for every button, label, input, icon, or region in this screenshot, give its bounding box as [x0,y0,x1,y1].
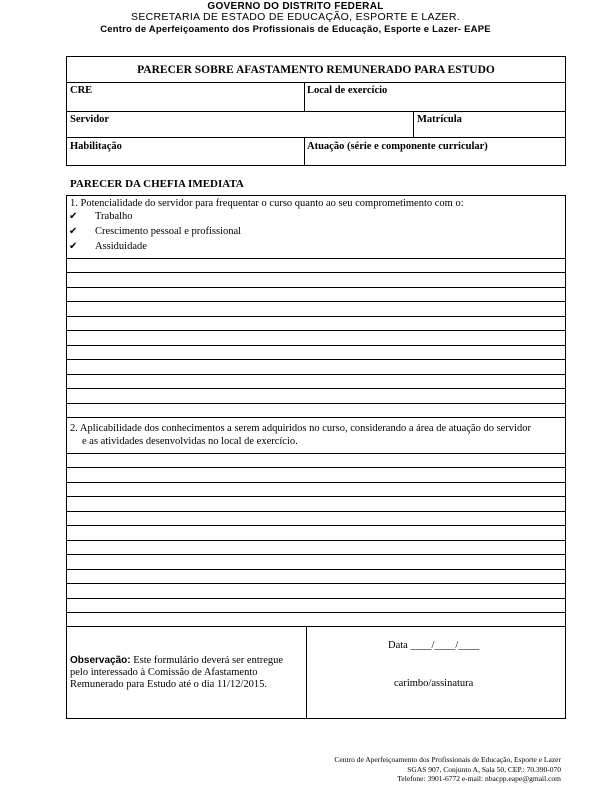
writing-line [66,540,565,541]
observacao-text: Remunerado para Estudo até o dia 11/12/2015. [70,679,268,690]
form-title: PARECER SOBRE AFASTAMENTO REMUNERADO PARA ESTUDO [137,64,495,76]
question-1: 1. Potencialidade do servidor para frequentar o curso quanto ao seu comprometimento com o: [70,198,464,209]
writing-line [66,272,565,273]
checkmark-icon: ✔ [69,226,78,237]
question-2-line2: e as atividades desenvolvidas no local de exercício. [82,436,298,447]
writing-line [66,554,565,555]
writing-line [66,359,565,360]
writing-line [66,258,565,259]
observacao-note [70,655,302,691]
matricula-label: Matrícula [417,114,462,125]
parecer-title: PARECER DA CHEFIA IMEDIATA [70,178,244,190]
divider [304,137,305,166]
observacao-text: Este formulário deverá ser entregue [130,655,284,666]
writing-line [66,287,565,288]
writing-line [66,525,565,526]
writing-line [66,583,565,584]
writing-line [66,626,565,627]
observacao-text: pelo interessado à Comissão de Afastamento [70,667,258,678]
writing-line [66,598,565,599]
footer-contact: Telefone: 3901-6772 e-mail: nbacpp.eape@gmail.com [397,774,561,783]
local-exercicio-label: Local de exercício [307,85,388,96]
checkmark-icon: ✔ [69,211,78,222]
data-field: Data ____/____/____ [388,640,480,651]
writing-line [66,569,565,570]
writing-line [66,467,565,468]
checkmark-icon: ✔ [69,241,78,252]
writing-line [66,482,565,483]
writing-line [66,301,565,302]
cre-label: CRE [70,85,93,96]
writing-line [66,417,565,418]
writing-line [66,496,565,497]
divider [304,82,305,112]
header-center: Centro de Aperfeiçoamento dos Profissionais de Educação, Esporte e Lazer- EAPE [100,24,491,35]
header-government: GOVERNO DO DISTRITO FEDERAL [207,1,384,12]
writing-line [66,388,565,389]
writing-line [66,511,565,512]
habilitacao-label: Habilitação [70,141,122,152]
item-assiduidade: Assiduidade [95,241,147,252]
observacao-label: Observação: [70,655,131,666]
writing-line [66,403,565,404]
carimbo-assinatura: carimbo/assinatura [394,678,474,689]
servidor-label: Servidor [70,114,110,125]
item-trabalho: Trabalho [95,211,133,222]
footer-center: Centro de Aperfeiçoamento dos Profissionais de Educação, Esporte e Lazer [334,755,561,764]
divider [66,82,566,83]
item-crescimento: Crescimento pessoal e profissional [95,226,242,237]
writing-line [66,453,565,454]
writing-line [66,316,565,317]
writing-line [66,330,565,331]
divider [413,111,414,138]
writing-line [66,612,565,613]
divider [66,137,566,138]
writing-line [66,345,565,346]
divider [306,626,307,719]
writing-line [66,374,565,375]
question-2-line1: 2. Aplicabilidade dos conhecimentos a serem adquiridos no curso, considerando a área de atuação do servidor [70,423,531,434]
header-secretariat: SECRETARIA DE ESTADO DE EDUCAÇÃO, ESPORTE E LAZER. [131,11,460,23]
footer-address: SGAS 907, Conjunto A, Sala 50, CEP.: 70.390-070 [407,765,561,774]
divider [66,111,566,112]
parecer-box [66,195,566,719]
atuacao-label: Atuação (série e componente curricular) [307,141,488,152]
